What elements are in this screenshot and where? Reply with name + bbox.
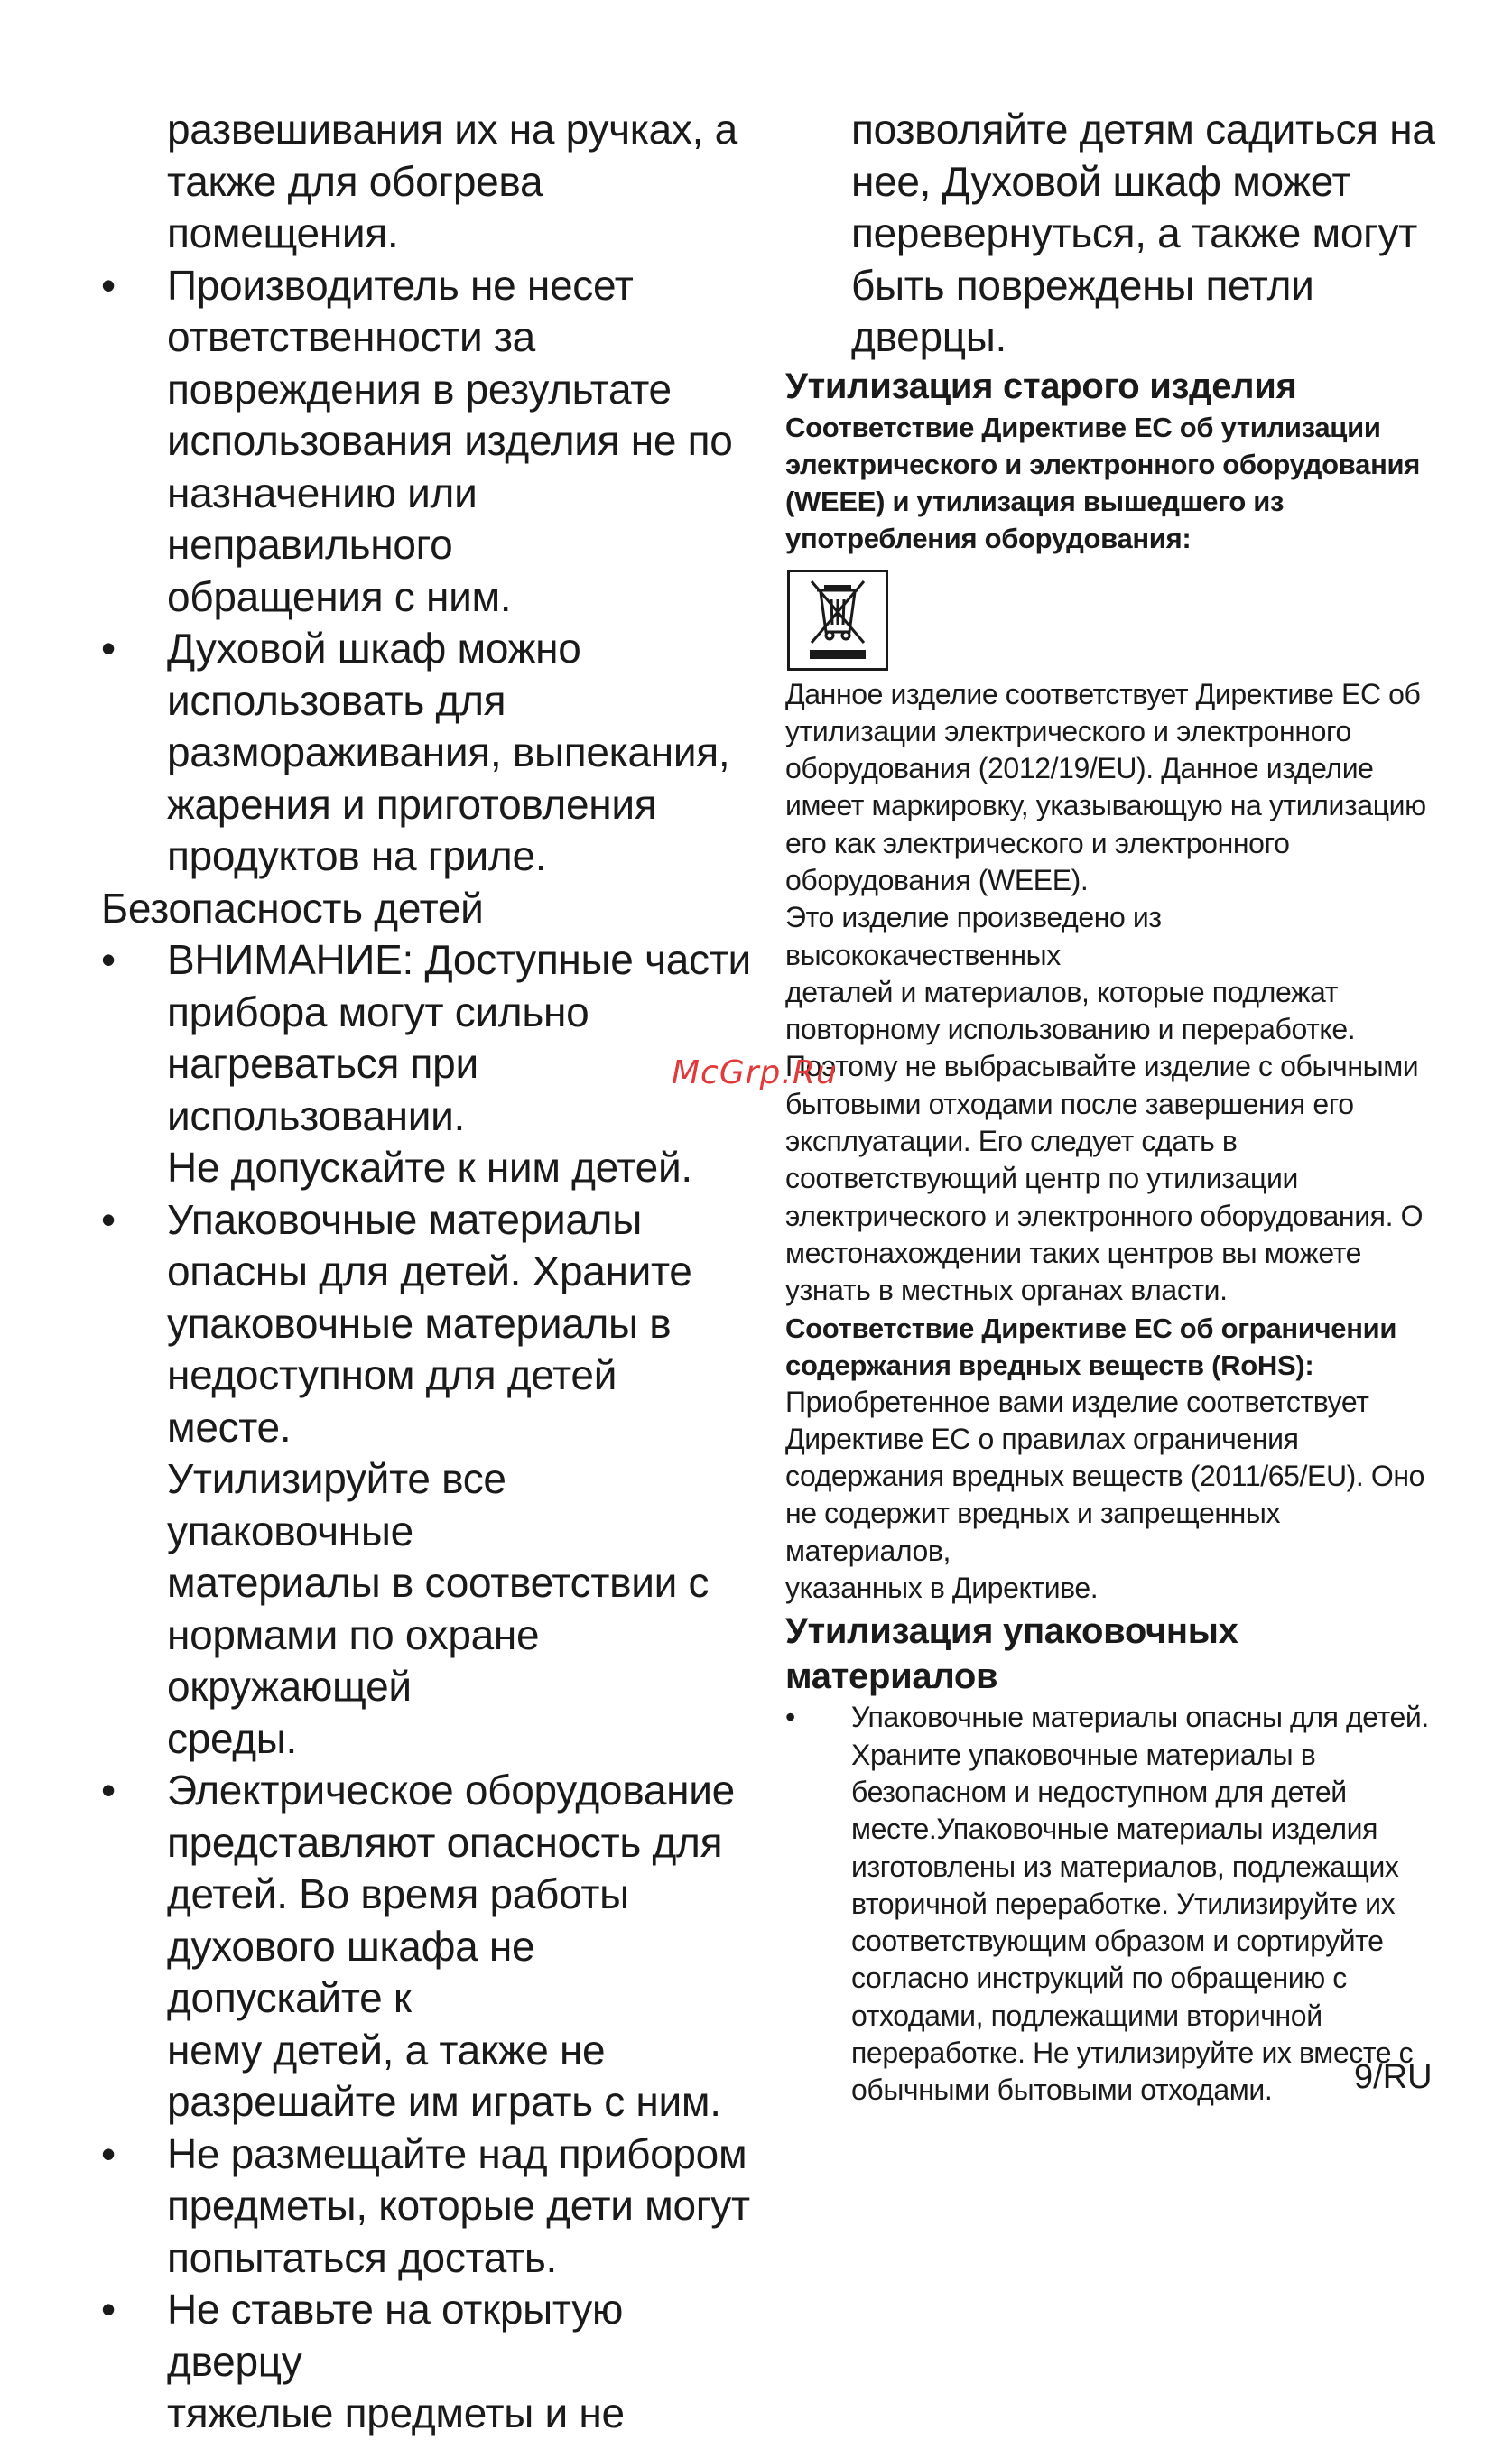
text-line: Храните упаковочные материалы в [851, 1738, 1316, 1771]
section-heading-child-safety: Безопасность детей [101, 884, 484, 932]
text-line: его как электрического и электронного [785, 826, 1290, 859]
text-line: бытовыми отходами после завершения его [785, 1087, 1354, 1120]
text-line: повторному использованию и переработке. [785, 1013, 1356, 1046]
text-line: ответственности за [167, 313, 535, 360]
list-item [101, 1194, 751, 1766]
text-line: оборудования (WEEE). [785, 863, 1089, 896]
text-line: жарения и приготовления [167, 780, 657, 828]
list-item [101, 260, 751, 624]
text-line: упаковочные материалы в [167, 1299, 672, 1347]
packaging-heading: Утилизация упаковочных материалов [785, 1611, 1238, 1697]
bullet-icon: • [101, 2129, 116, 2177]
text-line: эксплуатации. Его следует сдать в [785, 1125, 1238, 1158]
text-line: (WEEE) и утилизация вышедшего из [785, 485, 1285, 517]
text-line: позволяйте детям садиться на [851, 106, 1435, 153]
page-number: 9/RU [1354, 2058, 1433, 2096]
text-line: Директиве ЕС о правилах ограничения [785, 1422, 1299, 1455]
text-line: Упаковочные материалы опасны для детей. [851, 1701, 1429, 1734]
text-line: соответствующим образом и сортируйте [851, 1925, 1384, 1958]
text-line: разрешайте им играть с ним. [167, 2078, 721, 2125]
text-line: местонахождении таких центров вы можете [785, 1236, 1362, 1269]
text-line: нагреваться при использовании. [167, 1040, 478, 1139]
text-line: нормами по охране окружающей [167, 1610, 540, 1710]
text-line: Поэтому не выбрасывайте изделие с обычными [785, 1050, 1419, 1083]
text-line: прибора могут сильно [167, 988, 589, 1035]
left-column [101, 104, 751, 2440]
text-line: Утилизируйте все упаковочные [167, 1455, 506, 1554]
text-line: Это изделие произведено из высококачественных [785, 901, 1162, 971]
text-line: Соответствие Директиве ЕС об утилизации [785, 411, 1381, 443]
text-line: нее, Духовой шкаф может [851, 157, 1351, 205]
text-line: духового шкафа не допускайте к [167, 1922, 535, 2021]
text-line: указанных в Директиве. [785, 1572, 1099, 1605]
text-line: утилизации электрического и электронного [785, 714, 1351, 747]
left-intro [101, 104, 751, 260]
right-intro [785, 104, 1435, 364]
bullet-icon: • [101, 2286, 116, 2333]
text-line: употребления оборудования: [785, 522, 1192, 554]
text-line: переработке. Не утилизируйте их вместе с [851, 2036, 1414, 2069]
text-line: Не размещайте над прибором [167, 2129, 747, 2177]
bullet-icon: • [101, 936, 116, 983]
list-item [785, 1699, 1435, 2109]
text-line: электрического и электронного оборудования [785, 448, 1421, 480]
text-line: перевернуться, а также могут [851, 209, 1418, 256]
text-line: содержания вредных веществ (RoHS): [785, 1349, 1314, 1381]
text-line: также для обогрева помещения. [167, 157, 543, 256]
text-line: среды. [167, 1714, 298, 1762]
text-line: обращения с ним. [167, 572, 512, 620]
list-item [101, 623, 751, 883]
text-line: Не допускайте к ним детей. [167, 1144, 692, 1191]
text-line: изготовлены из материалов, подлежащих [851, 1850, 1399, 1883]
text-line: отходами, подлежащими вторичной [851, 1999, 1322, 2032]
rohs-subheading [785, 1310, 1435, 1384]
bullet-icon: • [101, 1767, 116, 1814]
text-line: Упаковочные материалы [167, 1195, 642, 1243]
text-line: предметы, которые дети могут [167, 2182, 750, 2229]
text-line: узнать в местных органах власти. [785, 1274, 1228, 1307]
text-line: Данное изделие соответствует Директиве ЕС об [785, 677, 1421, 710]
text-line: детей. Во время работы [167, 1870, 629, 1917]
text-line: ВНИМАНИЕ: Доступные части [167, 936, 751, 983]
weee-subheading [785, 409, 1435, 557]
text-line: недоступном для детей месте. [167, 1351, 617, 1451]
text-line: имеет маркировку, указывающую на утилизацию [785, 789, 1426, 822]
list-item [101, 2129, 751, 2285]
text-line: Духовой шкаф можно [167, 625, 581, 672]
bullet-icon: • [101, 625, 116, 672]
text-line: Не ставьте на открытую дверцу [167, 2286, 624, 2385]
list-item [101, 2284, 751, 2440]
text-line: нему детей, а также не [167, 2026, 606, 2074]
text-line: месте.Упаковочные материалы изделия [851, 1813, 1378, 1846]
text-line: развешивания их на ручках, а [167, 106, 737, 153]
text-line: представляют опасность для [167, 1818, 723, 1866]
weee-paragraph-2 [785, 899, 1435, 1309]
bullet-icon: • [101, 1195, 116, 1243]
text-line: Соответствие Директиве ЕС об ограничении [785, 1312, 1397, 1344]
watermark: McGrp.Ru [672, 1054, 838, 1091]
text-line: размораживания, выпекания, [167, 728, 730, 775]
bullet-icon: • [101, 261, 116, 309]
text-line: назначению или неправильного [167, 469, 478, 568]
text-line: использовать для [167, 676, 506, 724]
text-line: безопасном и недоступном для детей [851, 1775, 1347, 1808]
text-line: быть повреждены петли дверцы. [851, 261, 1314, 360]
text-line: содержания вредных веществ (2011/65/EU). Оно [785, 1460, 1425, 1493]
list-item [101, 1765, 751, 2129]
text-line: продуктов на гриле. [167, 832, 547, 879]
bullet-icon: • [785, 1701, 795, 1734]
text-line: Производитель не несет [167, 261, 634, 309]
text-line: деталей и материалов, которые подлежат [785, 975, 1338, 1008]
text-line: повреждения в результате [167, 365, 672, 413]
list-item [101, 934, 751, 1194]
disposal-heading: Утилизация старого изделия [785, 366, 1297, 406]
text-line: Приобретенное вами изделие соответствует [785, 1385, 1369, 1418]
crossed-out-wheelie-bin-icon [787, 570, 888, 671]
text-line: не содержит вредных и запрещенных материалов, [785, 1497, 1281, 1567]
text-line: использования изделия не по [167, 417, 733, 464]
rohs-paragraph [785, 1384, 1435, 1608]
right-column [785, 104, 1435, 2110]
text-line: материалы в соответствии с [167, 1559, 710, 1606]
text-line: электрического и электронного оборудования. О [785, 1199, 1424, 1232]
text-line: вторичной переработке. Утилизируйте их [851, 1887, 1396, 1920]
text-line: тяжелые предметы и не [167, 2389, 625, 2436]
text-line: соответствующий центр по утилизации [785, 1162, 1298, 1195]
text-line: попытаться достать. [167, 2233, 557, 2281]
text-line: Электрическое оборудование [167, 1767, 735, 1814]
text-line: оборудования (2012/19/EU). Данное изделие [785, 752, 1374, 785]
text-line: опасны для детей. Храните [167, 1248, 692, 1294]
text-line: обычными бытовыми отходами. [851, 2074, 1273, 2107]
text-line: согласно инструкций по обращению с [851, 1962, 1347, 1995]
weee-paragraph-1 [785, 676, 1435, 900]
